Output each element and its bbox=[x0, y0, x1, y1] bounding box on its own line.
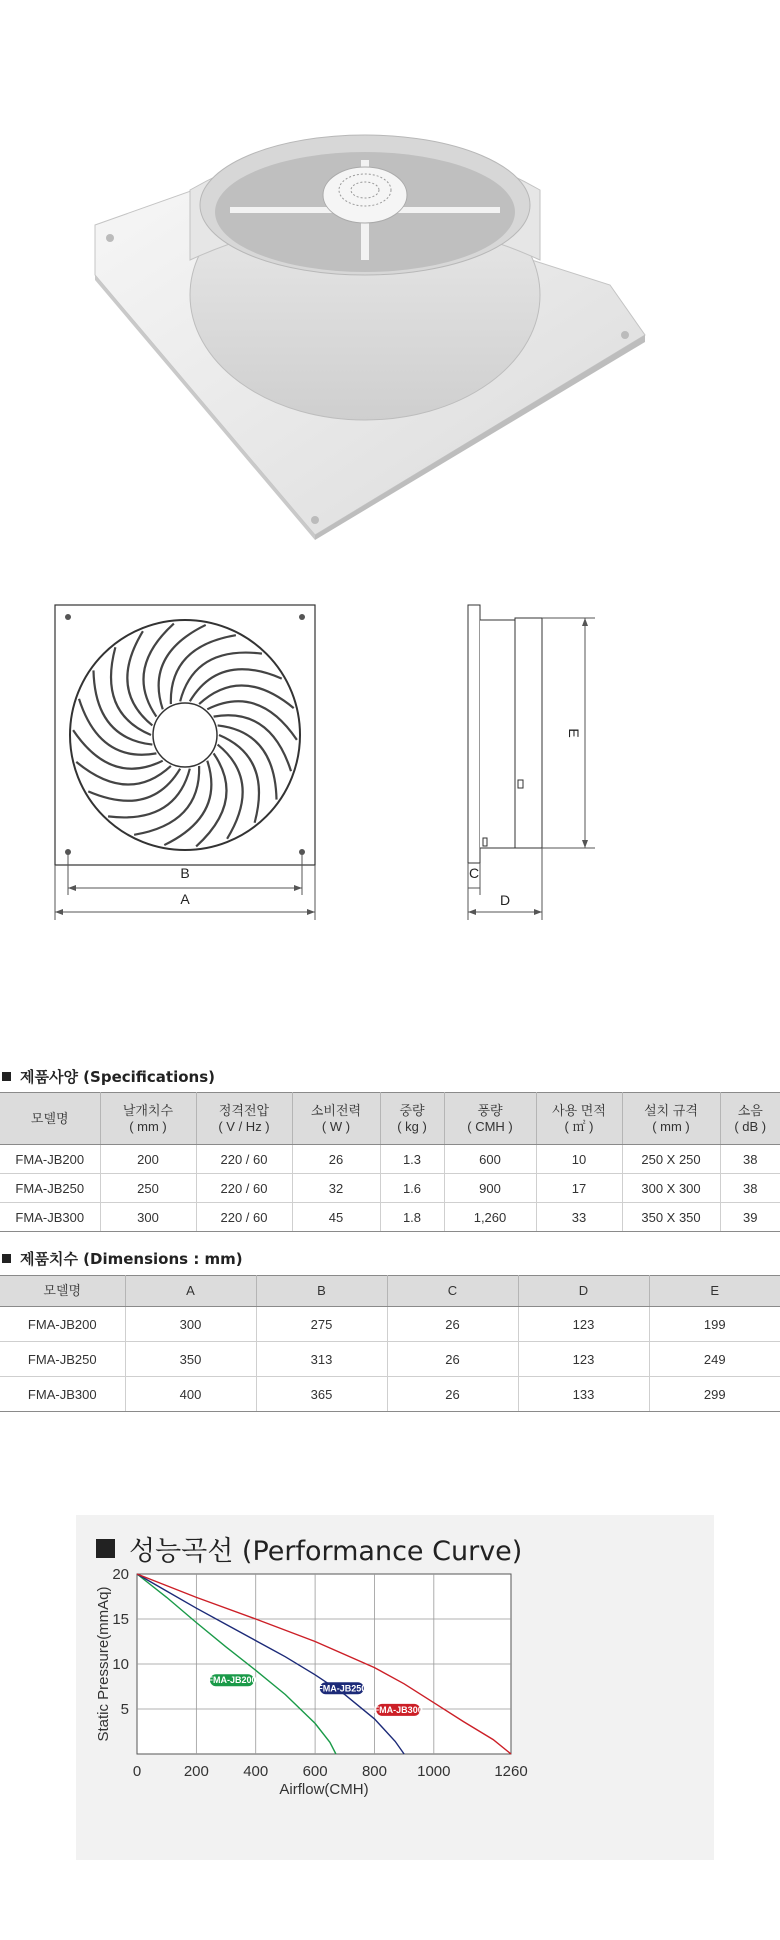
x-axis-label: Airflow(CMH) bbox=[279, 1781, 369, 1798]
series-badge-label: FMA-JB250 bbox=[317, 1683, 367, 1694]
performance-curve-panel bbox=[76, 1515, 714, 1860]
series-badge-label: FMA-JB200 bbox=[207, 1675, 257, 1686]
header-unit: ( V / Hz ) bbox=[218, 1118, 270, 1134]
header-cell bbox=[380, 1093, 444, 1145]
header-cell: D bbox=[518, 1276, 649, 1307]
specs-section-title bbox=[2, 1066, 215, 1087]
dims-title-text: 제품치수 (Dimensions : mm) bbox=[20, 1250, 243, 1268]
y-tick-label: 20 bbox=[112, 1566, 129, 1583]
table-cell: 300 bbox=[100, 1203, 196, 1232]
table-cell: 900 bbox=[444, 1174, 536, 1203]
table-cell: 45 bbox=[292, 1203, 380, 1232]
header-cell: B bbox=[256, 1276, 387, 1307]
motor-cover bbox=[323, 167, 407, 223]
header-label: 날개치수 bbox=[122, 1102, 174, 1118]
chart-title-text: 성능곡선 (Performance Curve) bbox=[129, 1536, 523, 1567]
x-tick-label: 1000 bbox=[417, 1763, 451, 1780]
header-label: 소음 bbox=[737, 1102, 763, 1118]
bullet-square-icon bbox=[2, 1254, 11, 1263]
header-cell bbox=[444, 1093, 536, 1145]
specs-body bbox=[0, 1145, 780, 1232]
header-unit: ( CMH ) bbox=[467, 1118, 513, 1134]
specs-title-text: 제품사양 (Specifications) bbox=[20, 1068, 215, 1086]
series-badge-label: FMA-JB300 bbox=[373, 1704, 423, 1715]
table-row bbox=[0, 1342, 780, 1377]
table-cell: 300 X 300 bbox=[622, 1174, 720, 1203]
dim-label-d: D bbox=[499, 892, 511, 908]
table-row bbox=[0, 1174, 780, 1203]
specs-table bbox=[0, 1092, 780, 1232]
dimension-drawing bbox=[40, 590, 740, 990]
dims-body bbox=[0, 1307, 780, 1412]
product-photo bbox=[90, 120, 650, 540]
header-unit: ( dB ) bbox=[734, 1118, 767, 1134]
specs-header-row bbox=[0, 1093, 780, 1145]
table-cell: 123 bbox=[518, 1342, 649, 1377]
table-cell: 1.8 bbox=[380, 1203, 444, 1232]
header-cell: A bbox=[125, 1276, 256, 1307]
bullet-square-icon bbox=[2, 1072, 11, 1081]
table-cell: 39 bbox=[720, 1203, 780, 1232]
header-unit: ( mm ) bbox=[129, 1118, 167, 1134]
table-cell: 400 bbox=[125, 1377, 256, 1412]
table-row bbox=[0, 1145, 780, 1174]
table-cell: 250 X 250 bbox=[622, 1145, 720, 1174]
y-axis-label: Static Pressure(mmAq) bbox=[95, 1586, 112, 1742]
dim-label-e: E bbox=[566, 728, 582, 738]
table-cell: 38 bbox=[720, 1174, 780, 1203]
header-label: 풍량 bbox=[477, 1102, 503, 1118]
table-cell: 1.3 bbox=[380, 1145, 444, 1174]
header-cell bbox=[196, 1093, 292, 1145]
table-row bbox=[0, 1203, 780, 1232]
header-label: 사용 면적 bbox=[552, 1102, 606, 1118]
table-cell: FMA-JB250 bbox=[0, 1174, 100, 1203]
table-cell: FMA-JB300 bbox=[0, 1377, 125, 1412]
header-unit: ( ㎡ ) bbox=[564, 1118, 594, 1134]
table-cell: 26 bbox=[292, 1145, 380, 1174]
table-cell: 350 X 350 bbox=[622, 1203, 720, 1232]
table-cell: 299 bbox=[649, 1377, 780, 1412]
table-cell: 1.6 bbox=[380, 1174, 444, 1203]
header-cell: E bbox=[649, 1276, 780, 1307]
table-cell: 300 bbox=[125, 1307, 256, 1342]
table-row bbox=[0, 1377, 780, 1412]
x-tick-label: 800 bbox=[361, 1763, 387, 1780]
x-tick-label: 600 bbox=[302, 1763, 328, 1780]
header-unit: ( mm ) bbox=[652, 1118, 690, 1134]
header-label: 모델명 bbox=[30, 1110, 69, 1126]
table-cell: 17 bbox=[536, 1174, 622, 1203]
dims-header-row bbox=[0, 1276, 780, 1307]
y-tick-label: 10 bbox=[112, 1656, 129, 1673]
table-cell: 38 bbox=[720, 1145, 780, 1174]
header-label: 정격전압 bbox=[218, 1102, 270, 1118]
table-cell: 26 bbox=[387, 1342, 518, 1377]
header-label: 소비전력 bbox=[310, 1102, 362, 1118]
header-cell bbox=[720, 1093, 780, 1145]
dim-label-c: C bbox=[468, 865, 480, 881]
dim-label-b: B bbox=[180, 865, 190, 881]
x-tick-label: 400 bbox=[243, 1763, 269, 1780]
table-cell: 275 bbox=[256, 1307, 387, 1342]
table-row bbox=[0, 1307, 780, 1342]
table-cell: 313 bbox=[256, 1342, 387, 1377]
header-unit: ( kg ) bbox=[397, 1118, 427, 1134]
table-cell: 26 bbox=[387, 1307, 518, 1342]
table-cell: 123 bbox=[518, 1307, 649, 1342]
table-cell: FMA-JB200 bbox=[0, 1307, 125, 1342]
y-tick-label: 15 bbox=[112, 1611, 129, 1628]
header-cell bbox=[0, 1093, 100, 1145]
table-cell: 199 bbox=[649, 1307, 780, 1342]
x-tick-label: 1260 bbox=[494, 1763, 528, 1780]
performance-chart bbox=[76, 1515, 714, 1860]
side-view-plate bbox=[468, 605, 480, 863]
x-tick-label: 200 bbox=[183, 1763, 209, 1780]
header-cell bbox=[622, 1093, 720, 1145]
table-cell: 220 / 60 bbox=[196, 1145, 292, 1174]
table-cell: 220 / 60 bbox=[196, 1203, 292, 1232]
table-cell: 133 bbox=[518, 1377, 649, 1412]
y-tick-label: 5 bbox=[120, 1701, 129, 1718]
table-cell: FMA-JB250 bbox=[0, 1342, 125, 1377]
table-cell: FMA-JB300 bbox=[0, 1203, 100, 1232]
table-cell: 365 bbox=[256, 1377, 387, 1412]
table-cell: 200 bbox=[100, 1145, 196, 1174]
table-cell: 32 bbox=[292, 1174, 380, 1203]
header-cell bbox=[292, 1093, 380, 1145]
side-view-body bbox=[515, 618, 542, 848]
table-cell: 33 bbox=[536, 1203, 622, 1232]
header-cell bbox=[100, 1093, 196, 1145]
table-cell: 350 bbox=[125, 1342, 256, 1377]
table-cell: 250 bbox=[100, 1174, 196, 1203]
dimensions-table bbox=[0, 1275, 780, 1412]
table-cell: 26 bbox=[387, 1377, 518, 1412]
dim-label-a: A bbox=[180, 891, 190, 907]
header-label: 중량 bbox=[399, 1102, 425, 1118]
table-cell: 10 bbox=[536, 1145, 622, 1174]
header-cell bbox=[536, 1093, 622, 1145]
header-unit: ( W ) bbox=[321, 1118, 351, 1134]
header-cell: 모델명 bbox=[0, 1276, 125, 1307]
table-cell: 220 / 60 bbox=[196, 1174, 292, 1203]
table-cell: FMA-JB200 bbox=[0, 1145, 100, 1174]
table-cell: 249 bbox=[649, 1342, 780, 1377]
x-tick-label: 0 bbox=[132, 1763, 142, 1780]
header-label: 설치 규격 bbox=[644, 1102, 698, 1118]
header-cell: C bbox=[387, 1276, 518, 1307]
dims-section-title bbox=[2, 1248, 243, 1269]
table-cell: 1,260 bbox=[444, 1203, 536, 1232]
table-cell: 600 bbox=[444, 1145, 536, 1174]
